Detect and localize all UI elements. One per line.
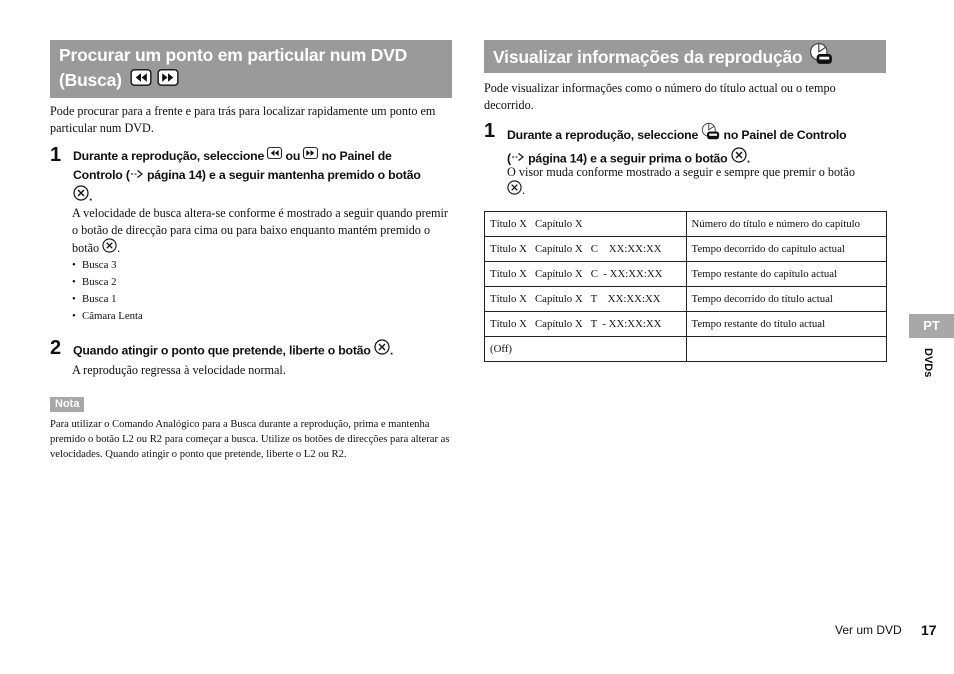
cross-button-icon [374, 339, 390, 361]
left-step1-number: 1 [50, 144, 62, 166]
right-step1-text-b: no Painel de Controlo [723, 127, 847, 142]
right-title: Visualizar informações da reprodução [493, 47, 803, 68]
language-tab: PT [909, 314, 954, 338]
left-step2-text: Quando atingir o ponto que pretende, liberte o botão [73, 343, 371, 358]
rewind-icon [267, 146, 282, 165]
table-cell-meaning: Tempo restante do título actual [686, 312, 886, 337]
footer-label: Ver um DVD [835, 623, 902, 637]
left-step2-number: 2 [50, 337, 62, 359]
table-row [485, 237, 887, 262]
left-step1-text-c: no Painel de [321, 149, 392, 163]
table-cell-display: Título X Capítulo X C - XX:XX:XX [485, 262, 687, 287]
table-cell-display: (Off) [485, 337, 687, 362]
cross-button-icon [102, 238, 117, 258]
table-cell-meaning: Tempo decorrido do capítulo actual [686, 237, 886, 262]
left-step1-text-a: Durante a reprodução, seleccione [73, 149, 265, 163]
info-display-icon [701, 122, 720, 147]
fast-forward-icon [157, 68, 179, 93]
left-step1-description [72, 205, 454, 259]
left-title-busca: (Busca) [59, 70, 122, 90]
right-section-header [484, 40, 886, 73]
table-cell-display: Título X Capítulo X T - XX:XX:XX [485, 312, 687, 337]
table-cell-display: Título X Capítulo X T XX:XX:XX [485, 287, 687, 312]
right-step1-instruction [507, 123, 891, 170]
left-intro: Pode procurar para a frente e para trás para localizar rapidamente um ponto em particular num DVD. [50, 104, 436, 135]
left-title-line1: Procurar um ponto em particular num DVD [59, 45, 408, 65]
speed-list [72, 257, 143, 325]
info-display-table [484, 211, 887, 362]
right-step1-text-d: página 14) e a seguir prima o botão [528, 151, 728, 166]
left-step1-instruction [73, 147, 457, 208]
list-item: • Busca 3 [72, 259, 117, 271]
nota-label: Nota [50, 397, 84, 412]
table-cell-display: Título X Capítulo X [485, 212, 687, 237]
table-row [485, 287, 887, 312]
left-step2-description: A reprodução regressa à velocidade normal. [72, 363, 286, 377]
left-step1-text-e: página 14) e a seguir mantenha premido o botão [146, 168, 421, 183]
right-step1-description [507, 164, 891, 201]
right-step1-text-a: Durante a reprodução, seleccione [507, 127, 699, 142]
nota-text: Para utilizar o Comando Analógico para a Busca durante a reprodução, prima e mantenha premido o botão L2 ou R2 para começar a busca. Utilize os botões de direcções para alterar as velocidades. Quando atingir o ponto que pretende, liberte o L2 ou R2. [50, 419, 450, 460]
table-cell-meaning [686, 337, 886, 362]
arrow-reference-icon [130, 166, 144, 185]
rewind-icon [130, 68, 152, 93]
left-step2-end: . [389, 343, 394, 358]
table-row [485, 312, 887, 337]
right-step1-desc-text: O visor muda conforme mostrado a seguir e sempre que premir o botão [507, 165, 855, 179]
left-step1-desc-end: . [117, 240, 121, 255]
left-step1-text-d: Controlo ( [73, 168, 130, 183]
cross-button-icon [73, 185, 89, 207]
left-title-line2 [59, 68, 443, 94]
table-cell-meaning: Número do título e número do capítulo [686, 212, 886, 237]
list-item: • Busca 1 [72, 293, 117, 305]
table-cell-meaning: Tempo decorrido do título actual [686, 287, 886, 312]
left-section-header [50, 40, 452, 98]
list-item: • Busca 2 [72, 276, 117, 288]
right-intro: Pode visualizar informações como o número do título actual ou o tempo decorrido. [484, 81, 836, 112]
right-step1-desc-end: . [522, 182, 526, 197]
cross-button-icon [507, 180, 522, 200]
list-item: • Câmara Lenta [72, 310, 143, 322]
section-label: DVDs [922, 348, 934, 378]
left-step1-text-b: ou [285, 149, 301, 163]
table-cell-meaning: Tempo restante do capítulo actual [686, 262, 886, 287]
fast-forward-icon [303, 146, 318, 165]
table-cell-display: Título X Capítulo X C XX:XX:XX [485, 237, 687, 262]
page-number: 17 [921, 622, 937, 638]
info-display-icon [809, 42, 833, 73]
left-step1-desc-text: A velocidade de busca altera-se conforme é mostrado a seguir quando premir o botão de direcção para cima ou para baixo enquanto mantém premido o botão [72, 206, 448, 255]
table-row [485, 262, 887, 287]
left-step2-instruction [73, 340, 457, 362]
left-step1-text-f: . [89, 188, 93, 203]
right-step1-text-e: . [746, 151, 750, 166]
table-row [485, 337, 887, 362]
right-step1-text-c: ( [507, 151, 511, 166]
right-step1-number: 1 [484, 120, 496, 142]
table-row [485, 212, 887, 237]
